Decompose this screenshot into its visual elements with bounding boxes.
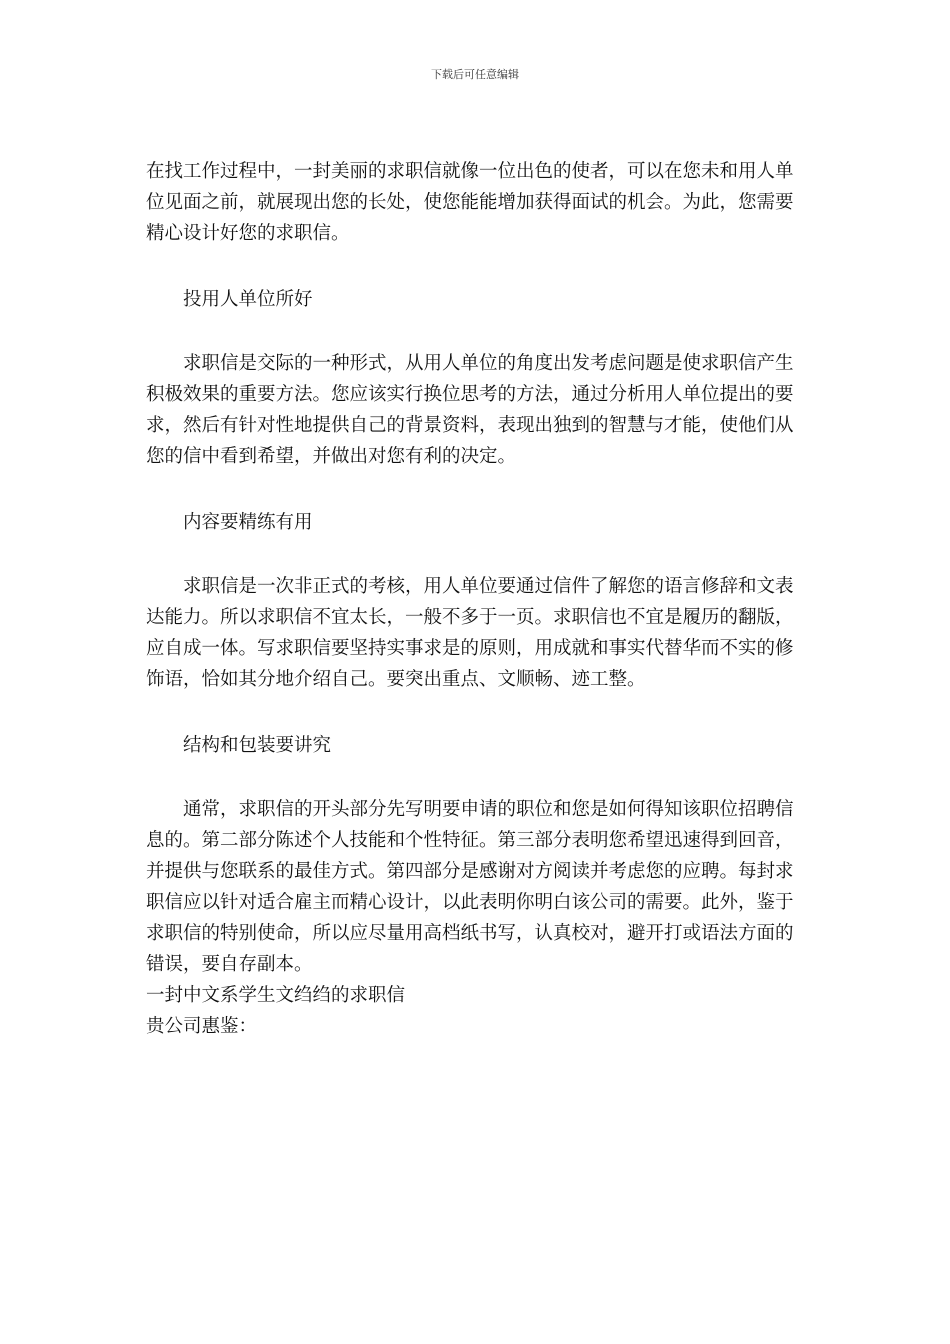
section-heading: 内容要精练有用 (183, 512, 313, 533)
intro-paragraph: 在找工作过程中，一封美丽的求职信就像一位出色的使者，可以在您未和用人单位见面之前，就展现出您的长处，使您能能增加获得面试的机会。为此，您需要精心设计好您的求职信。 (146, 161, 794, 244)
section-paragraph: 通常，求职信的开头部分先写明要申请的职位和您是如何得知该职位招聘信息的。第二部分陈述个人技能和个性特征。第三部分表明您希望迅速得到回音，并提供与您联系的最佳方式。第四部分是感谢对方阅读并考虑您的应聘。每封求职信应以针对适合雇主而精心设计，以此表明你明白该公司的需要。此外，鉴于求职信的特别使命，所以应尽量用高档纸书写，认真校对，避开打或语法方面的错误，要自存副本。 (146, 799, 794, 975)
section-paragraph: 求职信是一次非正式的考核，用人单位要通过信件了解您的语言修辞和文表达能力。所以求职信不宜太长，一般不多于一页。求职信也不宜是履历的翻版，应自成一体。写求职信要坚持实事求是的原则，用成就和事实代替华而不实的修饰语，恰如其分地介绍自己。要突出重点、文顺畅、迹工整。 (146, 576, 794, 690)
section-paragraph: 求职信是交际的一种形式，从用人单位的角度出发考虑问题是使求职信产生积极效果的重要方法。您应该实行换位思考的方法，通过分析用人单位提出的要 (146, 353, 794, 405)
section-heading: 结构和包装要讲究 (183, 735, 332, 756)
letter-salutation: 贵公司惠鉴： (146, 1016, 258, 1037)
page-header-note: 下载后可任意编辑 (431, 68, 519, 81)
letter-title: 一封中文系学生文绉绉的求职信 (146, 985, 406, 1006)
section-paragraph: 求，然后有针对性地提供自己的背景资料，表现出独到的智慧与才能，使他们从您的信中看到希望，并做出对您有利的决定。 (146, 415, 794, 467)
document-body (146, 156, 808, 1042)
section-heading: 投用人单位所好 (183, 289, 313, 310)
